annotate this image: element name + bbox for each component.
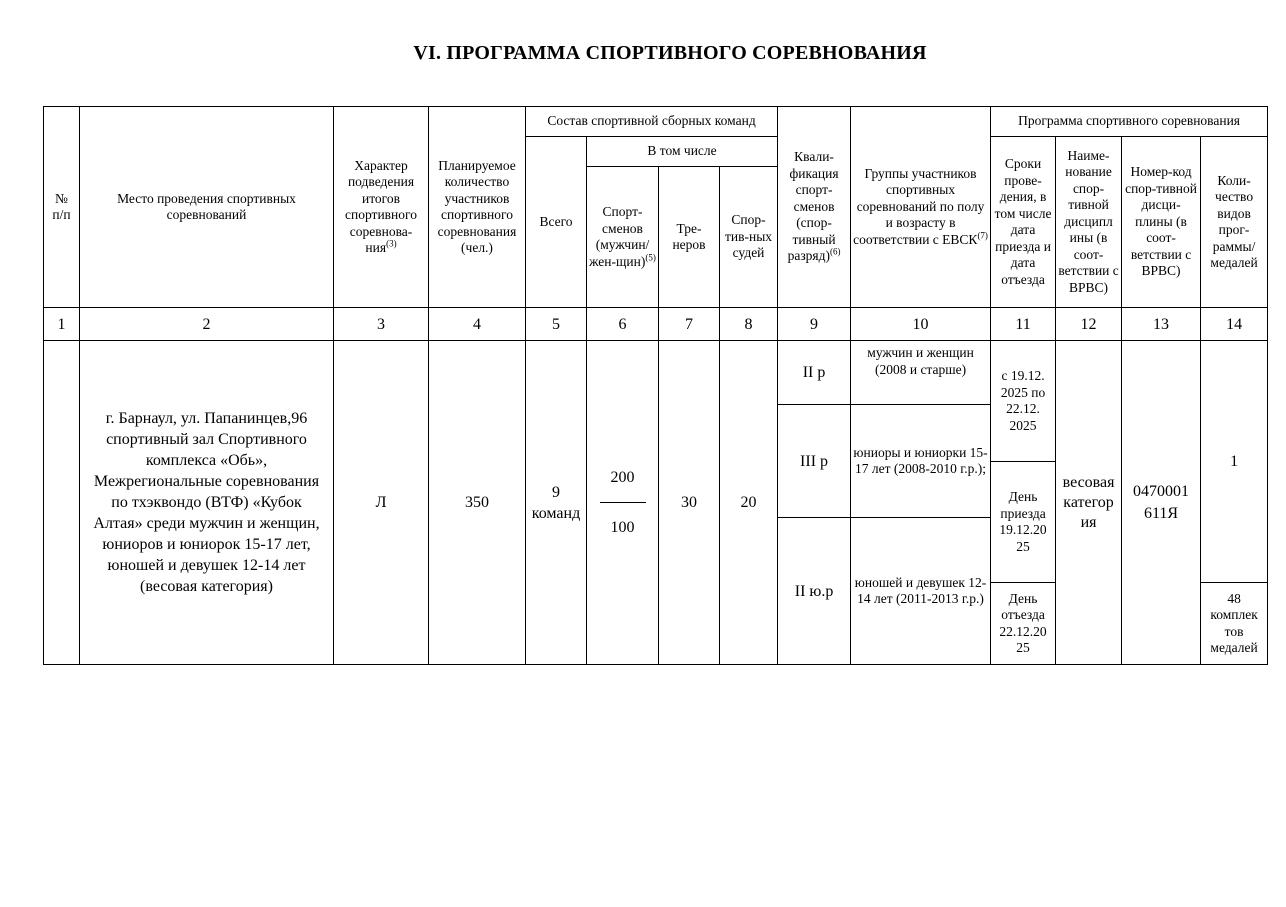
row-medals: 48 комплек тов медалей xyxy=(1201,583,1268,665)
header-including: В том числе xyxy=(587,137,778,167)
header-num: № п/п xyxy=(44,107,80,308)
header-program-group: Программа спортивного соревнования xyxy=(991,107,1268,137)
row-planned: 350 xyxy=(429,341,526,665)
row-discipline-name: весовая категор ия xyxy=(1056,341,1122,665)
header-discipline-name: Наиме-нование спор-тивной дисципл ины (в соот-ветствии с ВРВС) xyxy=(1056,137,1122,308)
header-trainers: Тре-неров xyxy=(659,167,720,308)
colnum: 5 xyxy=(526,308,587,341)
header-groups: Группы участников спортивных соревнований по полу и возрасту в соответствии с ЕВСК$^{(7)}$ xyxy=(851,107,991,308)
colnum: 8 xyxy=(720,308,778,341)
row-dates-period: с 19.12. 2025 по 22.12. 2025 xyxy=(991,341,1056,462)
row-total: 9 команд xyxy=(526,341,587,665)
colnum: 4 xyxy=(429,308,526,341)
row-dates-departure: День отъезда 22.12.20 25 xyxy=(991,583,1056,665)
row-qualification: II ю.р xyxy=(778,518,851,665)
row-place: г. Барнаул, ул. Папанинцев,96 спортивный зал Спортивного комплекса «Обь», Межрегиональные соревнования по тхэквондо (ВТФ) «Кубок Алтая» среди мужчин и женщин, юниоров и юниорок 15-17 лет, юношей и девушек 12-14 лет (весовая категория) xyxy=(80,341,334,665)
row-discipline-code: 0470001 611Я xyxy=(1122,341,1201,665)
program-table xyxy=(43,106,1268,665)
row-character: Л xyxy=(334,341,429,665)
athletes-women: 100 xyxy=(610,519,635,536)
colnum: 1 xyxy=(44,308,80,341)
header-judges: Спор-тив-ных судей xyxy=(720,167,778,308)
colnum: 3 xyxy=(334,308,429,341)
colnum: 11 xyxy=(991,308,1056,341)
header-dates: Сроки прове-дения, в том числе дата приезда и дата отъезда xyxy=(991,137,1056,308)
fraction-line xyxy=(600,502,646,503)
row-num xyxy=(44,341,80,665)
row-dates-arrival: День приезда 19.12.20 25 xyxy=(991,462,1056,583)
row-trainers: 30 xyxy=(659,341,720,665)
header-place: Место проведения спортивных соревнований xyxy=(80,107,334,308)
athletes-men: 200 xyxy=(610,469,635,486)
header-athletes: Спорт-сменов (мужчин/жен-щин)$^{(5)}$ xyxy=(587,167,659,308)
row-group: юношей и девушек 12-14 лет (2011-2013 г.р.) xyxy=(851,518,991,665)
colnum: 9 xyxy=(778,308,851,341)
header-team-group: Состав спортивной сборных команд xyxy=(526,107,778,137)
row-qualification: II р xyxy=(778,341,851,405)
colnum: 12 xyxy=(1056,308,1122,341)
row-qualification: III р xyxy=(778,405,851,518)
header-character: Характер подведения итогов спортивного соревнова-ния$^{(3)}$ xyxy=(334,107,429,308)
header-total: Всего xyxy=(526,137,587,308)
header-qualification: Квали-фикация спорт-сменов (спор-тивный разряд)$^{(6)}$ xyxy=(778,107,851,308)
colnum: 13 xyxy=(1122,308,1201,341)
row-group: мужчин и женщин (2008 и старше) xyxy=(851,341,991,405)
header-discipline-code: Номер-код спор-тивной дисци-плины (в соот-ветствии с ВРВС) xyxy=(1122,137,1201,308)
colnum: 10 xyxy=(851,308,991,341)
header-program-count: Коли-чество видов прог-раммы/ медалей xyxy=(1201,137,1268,308)
row-judges: 20 xyxy=(720,341,778,665)
row-group: юниоры и юниорки 15-17 лет (2008-2010 г.р.); xyxy=(851,405,991,518)
row-athletes xyxy=(587,341,659,665)
header-planned: Планируемое количество участников спортивного соревнования (чел.) xyxy=(429,107,526,308)
document-title: VI. ПРОГРАММА СПОРТИВНОГО СОРЕВНОВАНИЯ xyxy=(413,42,927,64)
row-program-count: 1 xyxy=(1201,341,1268,583)
colnum: 6 xyxy=(587,308,659,341)
colnum: 7 xyxy=(659,308,720,341)
colnum: 2 xyxy=(80,308,334,341)
colnum: 14 xyxy=(1201,308,1268,341)
